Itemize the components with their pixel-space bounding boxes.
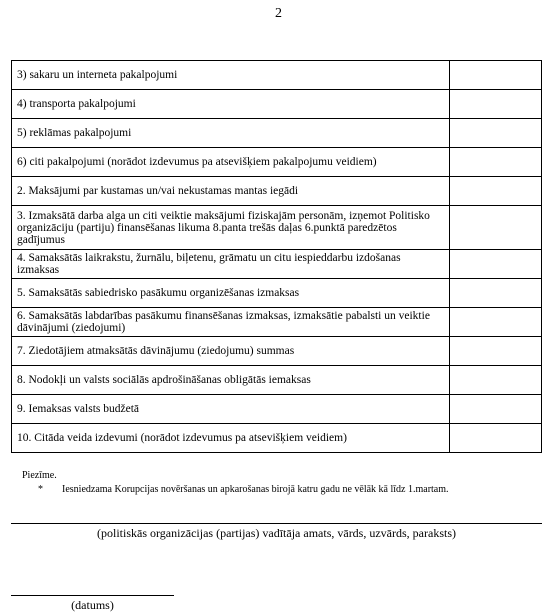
note-text-line — [38, 484, 449, 495]
amount-cell[interactable] — [450, 250, 542, 279]
row-label: 4) transporta pakalpojumi — [12, 90, 450, 119]
row-label: 3) sakaru un interneta pakalpojumi — [12, 61, 450, 90]
table-row — [12, 90, 542, 119]
row-label: 5) reklāmas pakalpojumi — [12, 119, 450, 148]
table-row — [12, 148, 542, 177]
expenses-table — [11, 60, 542, 453]
row-label: 3. Izmaksātā darba alga un citi veiktie maksājumi fiziskajām personām, izņemot Politisko organizāciju (partiju) finansēšanas likuma 8.panta trešās daļas 6.punktā paredzētos gadījumus — [12, 206, 450, 250]
amount-cell[interactable] — [450, 337, 542, 366]
signature-line[interactable] — [11, 523, 542, 524]
table-row — [12, 395, 542, 424]
amount-cell[interactable] — [450, 119, 542, 148]
table-row — [12, 61, 542, 90]
row-label: 8. Nodokļi un valsts sociālās apdrošināšanas obligātās iemaksas — [12, 366, 450, 395]
amount-cell[interactable] — [450, 206, 542, 250]
table-row — [12, 337, 542, 366]
table-row — [12, 279, 542, 308]
row-label: 4. Samaksātās laikrakstu, žurnālu, biļetenu, grāmatu un citu iespieddarbu izdošanas izmaksas — [12, 250, 450, 279]
amount-cell[interactable] — [450, 395, 542, 424]
amount-cell[interactable] — [450, 366, 542, 395]
row-label: 6) citi pakalpojumi (norādot izdevumus pa atsevišķiem pakalpojumu veidiem) — [12, 148, 450, 177]
note-text: Iesniedzama Korupcijas novēršanas un apkarošanas birojā katru gadu ne vēlāk kā līdz 1.martam. — [62, 484, 449, 495]
row-label: 10. Citāda veida izdevumi (norādot izdevumus pa atsevišķiem veidiem) — [12, 424, 450, 453]
footnote-marker: * — [38, 484, 43, 495]
amount-cell[interactable] — [450, 90, 542, 119]
row-label: 9. Iemaksas valsts budžetā — [12, 395, 450, 424]
table-row — [12, 177, 542, 206]
date-caption: (datums) — [71, 598, 114, 612]
amount-cell[interactable] — [450, 279, 542, 308]
date-line[interactable] — [11, 595, 174, 596]
amount-cell[interactable] — [450, 424, 542, 453]
row-label: 5. Samaksātās sabiedrisko pasākumu organizēšanas izmaksas — [12, 279, 450, 308]
amount-cell[interactable] — [450, 177, 542, 206]
amount-cell[interactable] — [450, 61, 542, 90]
table-row — [12, 119, 542, 148]
table-row — [12, 424, 542, 453]
table-row — [12, 250, 542, 279]
row-label: 6. Samaksātās labdarības pasākumu finansēšanas izmaksas, izmaksātie pabalsti un veiktie dāvinājumi (ziedojumi) — [12, 308, 450, 337]
signature-caption: (politiskās organizācijas (partijas) vadītāja amats, vārds, uzvārds, paraksts) — [97, 526, 456, 540]
row-label: 2. Maksājumi par kustamas un/vai nekustamas mantas iegādi — [12, 177, 450, 206]
page-number: 2 — [275, 6, 282, 21]
table-row — [12, 366, 542, 395]
amount-cell[interactable] — [450, 148, 542, 177]
amount-cell[interactable] — [450, 308, 542, 337]
table-row — [12, 206, 542, 250]
note-title: Piezīme. — [22, 470, 57, 481]
row-label: 7. Ziedotājiem atmaksātās dāvinājumu (ziedojumu) summas — [12, 337, 450, 366]
table-row — [12, 308, 542, 337]
